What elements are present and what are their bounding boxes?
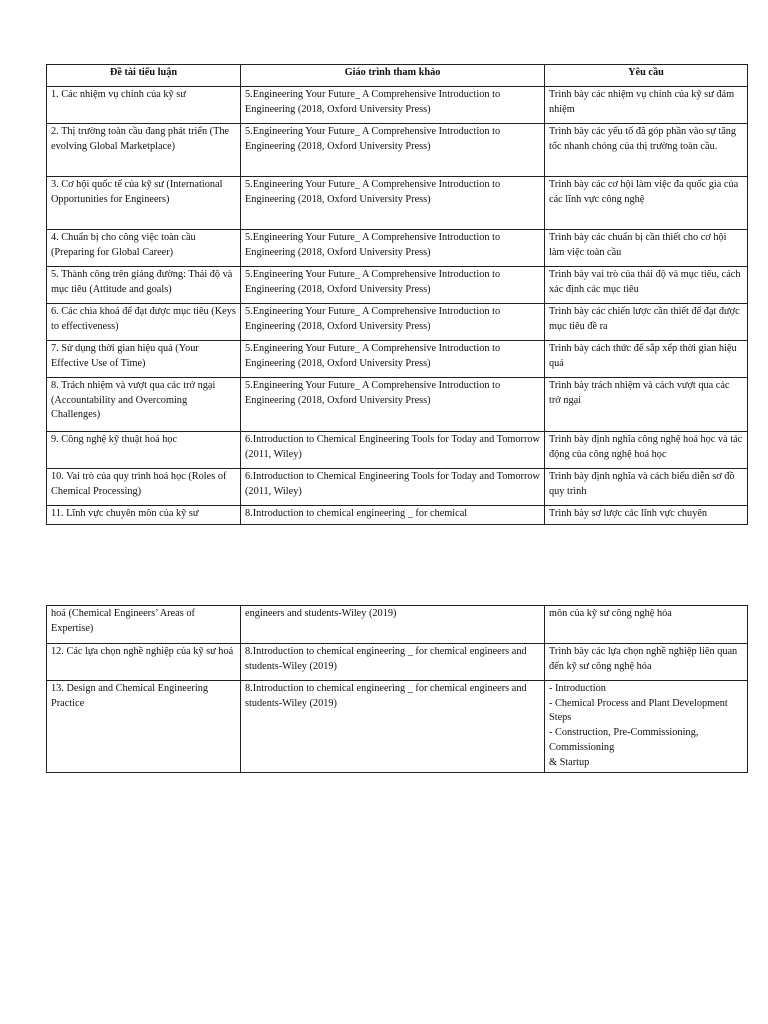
table-row <box>47 432 748 469</box>
topics-table-page-1 <box>46 64 748 525</box>
reference-cell: 5.Engineering Your Future_ A Comprehensive Introduction to Engineering (2018, Oxford University Press) <box>241 177 545 230</box>
table-row <box>47 177 748 230</box>
topic-cell: 9. Công nghệ kỹ thuật hoá học <box>47 432 241 469</box>
table-row <box>47 230 748 267</box>
requirement-cell: Trình bày các chiến lược cần thiết để đạt được mục tiêu đề ra <box>545 304 748 341</box>
reference-cell: 6.Introduction to Chemical Engineering Tools for Today and Tomorrow (2011, Wiley) <box>241 469 545 506</box>
table-row <box>47 124 748 177</box>
requirement-line: - Introduction <box>549 683 606 694</box>
reference-cell: 5.Engineering Your Future_ A Comprehensive Introduction to Engineering (2018, Oxford University Press) <box>241 230 545 267</box>
topic-cell: 1. Các nhiệm vụ chính của kỹ sư <box>47 87 241 124</box>
requirement-cell: Trình bày định nghĩa công nghệ hoá học và tác động của công nghệ hoá học <box>545 432 748 469</box>
reference-cell: 8.Introduction to chemical engineering _ for chemical <box>241 506 545 525</box>
requirement-cell: Trình bày các yếu tố đã góp phần vào sự tăng tốc nhanh chóng của thị trường toàn cầu. <box>545 124 748 177</box>
topic-cell: 6. Các chìa khoá để đạt được mục tiêu (Keys to effectiveness) <box>47 304 241 341</box>
table-row <box>47 644 748 681</box>
header-topic: Đề tài tiểu luận <box>47 65 241 87</box>
reference-cell: 5.Engineering Your Future_ A Comprehensive Introduction to Engineering (2018, Oxford University Press) <box>241 267 545 304</box>
reference-cell: 5.Engineering Your Future_ A Comprehensive Introduction to Engineering (2018, Oxford University Press) <box>241 124 545 177</box>
requirement-cell: Trình bày các chuẩn bị cần thiết cho cơ hội làm việc toàn cầu <box>545 230 748 267</box>
table-row <box>47 681 748 773</box>
requirement-cell <box>545 681 748 773</box>
requirement-cell: Trình bày định nghĩa và cách biểu diễn sơ đồ quy trình <box>545 469 748 506</box>
requirement-cell: Trình bày các lựa chọn nghề nghiệp liên quan đến kỹ sư công nghệ hóa <box>545 644 748 681</box>
requirement-cell: Trình bày vai trò của thái độ và mục tiêu, cách xác định các mục tiêu <box>545 267 748 304</box>
reference-cell: 5.Engineering Your Future_ A Comprehensive Introduction to Engineering (2018, Oxford University Press) <box>241 341 545 378</box>
table-row <box>47 87 748 124</box>
topics-table-page-2 <box>46 605 748 773</box>
requirement-line: & Startup <box>549 756 590 768</box>
reference-cell: 5.Engineering Your Future_ A Comprehensive Introduction to Engineering (2018, Oxford University Press) <box>241 378 545 432</box>
reference-cell: 8.Introduction to chemical engineering _ for chemical engineers and students-Wiley (2019) <box>241 681 545 773</box>
table-row <box>47 378 748 432</box>
topic-cell: 4. Chuẩn bị cho công việc toàn cầu (Preparing for Global Career) <box>47 230 241 267</box>
topic-cell: hoá (Chemical Engineers’ Areas of Expertise) <box>47 606 241 644</box>
requirement-cell: Trình bày các cơ hội làm việc đa quốc gia của các lĩnh vực công nghệ <box>545 177 748 230</box>
reference-cell: 5.Engineering Your Future_ A Comprehensive Introduction to Engineering (2018, Oxford University Press) <box>241 304 545 341</box>
requirement-cell: Trình bày các nhiệm vụ chính của kỹ sư đảm nhiệm <box>545 87 748 124</box>
requirement-cell: môn của kỹ sư công nghệ hóa <box>545 606 748 644</box>
topic-cell: 5. Thành công trên giảng đường: Thái độ và mục tiêu (Attitude and goals) <box>47 267 241 304</box>
requirement-cell: Trình bày trách nhiệm và cách vượt qua các trở ngại <box>545 378 748 432</box>
topic-cell: 3. Cơ hội quốc tế của kỹ sư (International Opportunities for Engineers) <box>47 177 241 230</box>
table-row <box>47 506 748 525</box>
topic-cell: 10. Vai trò của quy trình hoá học (Roles of Chemical Processing) <box>47 469 241 506</box>
reference-cell: 5.Engineering Your Future_ A Comprehensive Introduction to Engineering (2018, Oxford University Press) <box>241 87 545 124</box>
topic-cell: 2. Thị trường toàn cầu đang phát triển (The evolving Global Marketplace) <box>47 124 241 177</box>
requirement-line: - Construction, Pre-Commissioning, Commissioning <box>549 727 699 753</box>
table-header-row <box>47 65 748 87</box>
table-row <box>47 606 748 644</box>
reference-cell: engineers and students-Wiley (2019) <box>241 606 545 644</box>
requirement-cell: Trình bày cách thức để sắp xếp thời gian hiệu quả <box>545 341 748 378</box>
topic-cell: 11. Lĩnh vực chuyên môn của kỹ sư <box>47 506 241 525</box>
table-row <box>47 469 748 506</box>
topic-cell: 7. Sử dụng thời gian hiệu quả (Your Effective Use of Time) <box>47 341 241 378</box>
requirement-line: - Chemical Process and Plant Development Steps <box>549 697 728 724</box>
topic-cell: 8. Trách nhiệm và vượt qua các trở ngại (Accountability and Overcoming Challenges) <box>47 378 241 432</box>
reference-cell: 8.Introduction to chemical engineering _ for chemical engineers and students-Wiley (2019) <box>241 644 545 681</box>
requirement-cell: Trình bày sơ lược các lĩnh vực chuyên <box>545 506 748 525</box>
header-reference: Giáo trình tham khảo <box>241 65 545 87</box>
header-requirement: Yêu cầu <box>545 65 748 87</box>
topic-cell: 12. Các lựa chọn nghề nghiệp của kỹ sư hoá <box>47 644 241 681</box>
table-row <box>47 267 748 304</box>
topic-cell: 13. Design and Chemical Engineering Practice <box>47 681 241 773</box>
table-row <box>47 341 748 378</box>
reference-cell: 6.Introduction to Chemical Engineering Tools for Today and Tomorrow (2011, Wiley) <box>241 432 545 469</box>
table-row <box>47 304 748 341</box>
